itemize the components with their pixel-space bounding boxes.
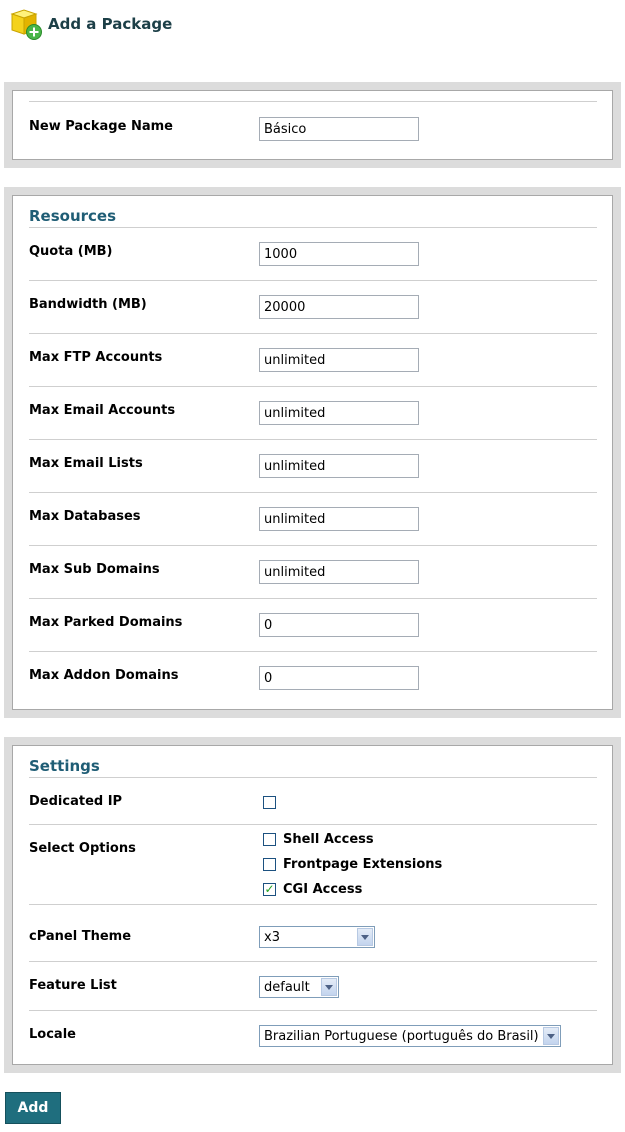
divider	[29, 904, 597, 905]
max-sub-domains-label: Max Sub Domains	[29, 562, 160, 577]
max-databases-label: Max Databases	[29, 509, 141, 524]
max-addon-domains-input[interactable]	[259, 666, 419, 690]
quota-label: Quota (MB)	[29, 244, 113, 259]
locale-select[interactable]	[259, 1025, 561, 1047]
max-email-lists-input[interactable]	[259, 454, 419, 478]
max-parked-domains-input[interactable]	[259, 613, 419, 637]
divider	[29, 545, 597, 546]
divider	[29, 961, 597, 962]
max-email-accounts-input[interactable]	[259, 401, 419, 425]
resources-title: Resources	[29, 207, 117, 225]
locale-label: Locale	[29, 1027, 76, 1042]
feature-list-label: Feature List	[29, 978, 117, 993]
divider	[29, 101, 597, 102]
frontpage-extensions-label[interactable]: Frontpage Extensions	[283, 857, 443, 872]
package-name-input[interactable]	[259, 117, 419, 141]
select-options-label: Select Options	[29, 841, 136, 856]
chevron-down-icon[interactable]	[321, 978, 337, 996]
divider	[29, 280, 597, 281]
page-header	[10, 8, 172, 40]
max-parked-domains-label: Max Parked Domains	[29, 615, 183, 630]
settings-title: Settings	[29, 757, 100, 775]
divider	[29, 598, 597, 599]
add-button[interactable]: Add	[5, 1092, 61, 1124]
divider	[29, 492, 597, 493]
divider	[29, 439, 597, 440]
bandwidth-input[interactable]	[259, 295, 419, 319]
divider	[29, 824, 597, 825]
package-name-label: New Package Name	[29, 119, 173, 134]
page-title: Add a Package	[48, 15, 173, 33]
max-ftp-accounts-input[interactable]	[259, 348, 419, 372]
max-email-lists-label: Max Email Lists	[29, 456, 143, 471]
cgi-access-label[interactable]: CGI Access	[283, 882, 363, 897]
dedicated-ip-checkbox[interactable]	[263, 796, 276, 809]
divider	[29, 227, 597, 228]
locale-value: Brazilian Portuguese (português do Brasil)	[264, 1028, 539, 1044]
divider	[29, 777, 597, 778]
package-add-icon	[10, 8, 44, 40]
divider	[29, 651, 597, 652]
settings-panel	[4, 737, 621, 1073]
shell-access-checkbox[interactable]	[263, 833, 276, 846]
frontpage-extensions-checkbox[interactable]	[263, 858, 276, 871]
shell-access-label[interactable]: Shell Access	[283, 832, 374, 847]
cpanel-theme-value: x3	[264, 929, 280, 945]
max-addon-domains-label: Max Addon Domains	[29, 668, 179, 683]
divider	[29, 1010, 597, 1011]
feature-list-value: default	[264, 979, 310, 995]
divider	[29, 386, 597, 387]
max-databases-input[interactable]	[259, 507, 419, 531]
max-email-accounts-label: Max Email Accounts	[29, 403, 176, 418]
checkmark-icon: ✓	[264, 882, 275, 896]
max-ftp-accounts-label: Max FTP Accounts	[29, 350, 163, 365]
divider	[29, 333, 597, 334]
feature-list-select[interactable]	[259, 976, 339, 998]
max-sub-domains-input[interactable]	[259, 560, 419, 584]
cgi-access-checkbox[interactable]	[263, 883, 276, 896]
package-name-panel	[4, 82, 621, 168]
chevron-down-icon[interactable]	[543, 1027, 559, 1045]
chevron-down-icon[interactable]	[357, 928, 373, 946]
cpanel-theme-label: cPanel Theme	[29, 929, 132, 944]
resources-panel	[4, 187, 621, 718]
quota-input[interactable]	[259, 242, 419, 266]
cpanel-theme-select[interactable]	[259, 926, 375, 948]
bandwidth-label: Bandwidth (MB)	[29, 297, 147, 312]
dedicated-ip-label: Dedicated IP	[29, 794, 123, 809]
